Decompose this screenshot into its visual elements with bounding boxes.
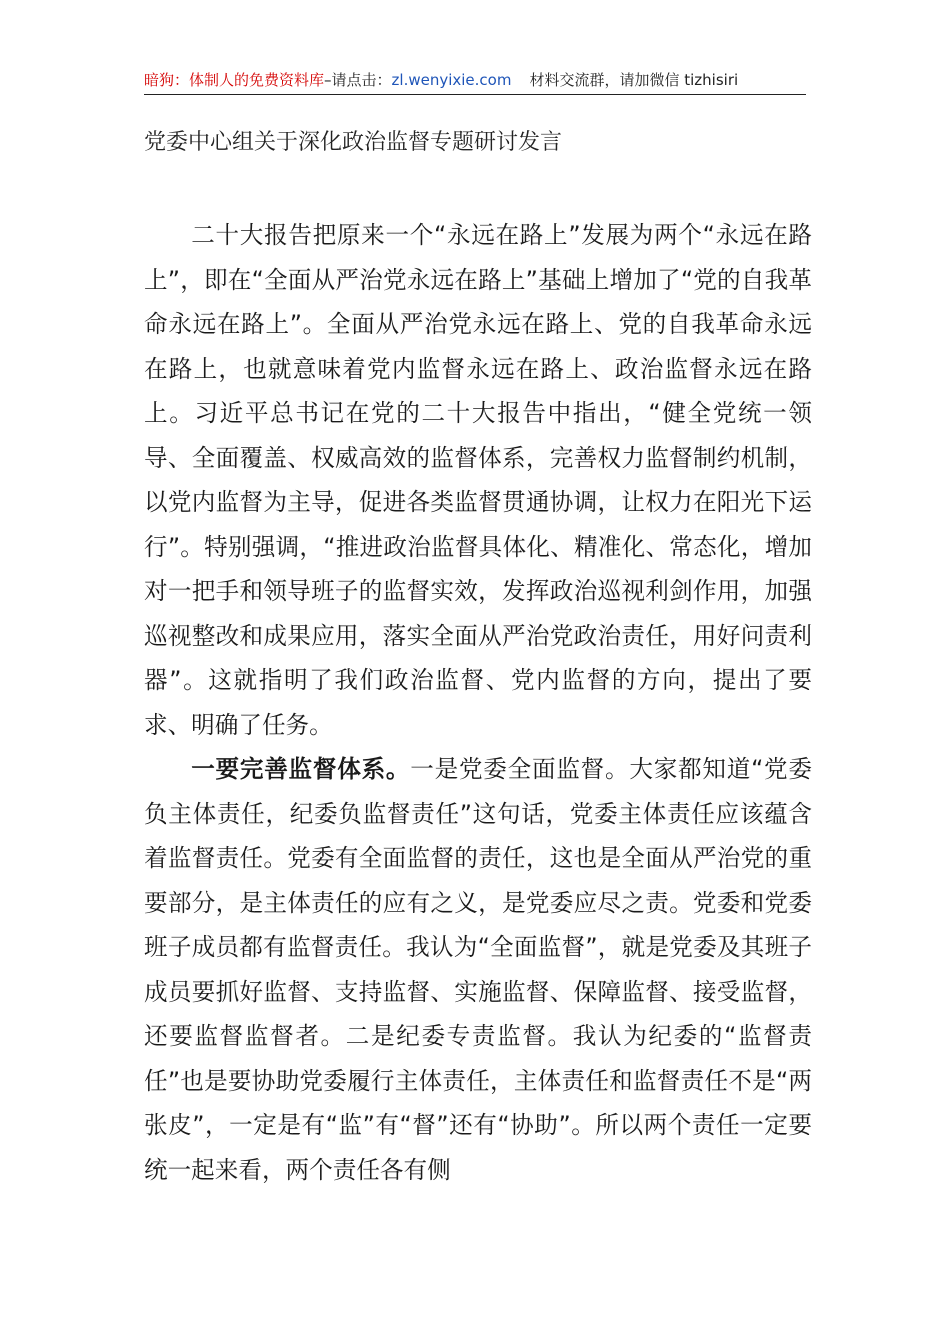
- page-header: [144, 68, 806, 95]
- paragraph-2: [144, 747, 812, 1192]
- header-click-prefix: –请点击：: [324, 71, 392, 89]
- header-brand: 暗狗：体制人的免费资料库: [144, 71, 325, 89]
- document-body: [144, 213, 812, 1192]
- document-title: 党委中心组关于深化政治监督专题研讨发言: [144, 130, 563, 155]
- paragraph-2-text: 一是党委全面监督。大家都知道“党委负主体责任，纪委负监督责任”这句话，党委主体责任应该蕴含着监督责任。党委有全面监督的责任，这也是全面从严治党的重要部分，是主体责任的应有之义，是党委应尽之责。党委和党委班子成员都有监督责任。我认为“全面监督”，就是党委及其班子成员要抓好监督、支持监督、实施监督、保障监督、接受监督，还要监督监督者。二是纪委专责监督。我认为纪委的“监督责任”也是要协助党委履行主体责任，主体责任和监督责任不是“两张皮”，一定是有“监”有“督”还有“协助”。所以两个责任一定要统一起来看，两个责任各有侧: [144, 755, 812, 1184]
- header-wechat-text: 材料交流群，请加微信 tizhisiri: [529, 71, 739, 89]
- paragraph-1: 二十大报告把原来一个“永远在路上”发展为两个“永远在路上”，即在“全面从严治党永远在路上”基础上增加了“党的自我革命永远在路上”。全面从严治党永远在路上、党的自我革命永远在路上，也就意味着党内监督永远在路上、政治监督永远在路上。习近平总书记在党的二十大报告中指出，“健全党统一领导、全面覆盖、权威高效的监督体系，完善权力监督制约机制，以党内监督为主导，促进各类监督贯通协调，让权力在阳光下运行”。特别强调，“推进政治监督具体化、精准化、常态化，增加对一把手和领导班子的监督实效，发挥政治巡视利剑作用，加强巡视整改和成果应用，落实全面从严治党政治责任，用好问责利器”。这就指明了我们政治监督、党内监督的方向，提出了要求、明确了任务。: [144, 221, 812, 739]
- header-url-link[interactable]: zl.wenyixie.com: [391, 71, 512, 89]
- paragraph-2-heading: 一要完善监督体系。: [191, 755, 411, 783]
